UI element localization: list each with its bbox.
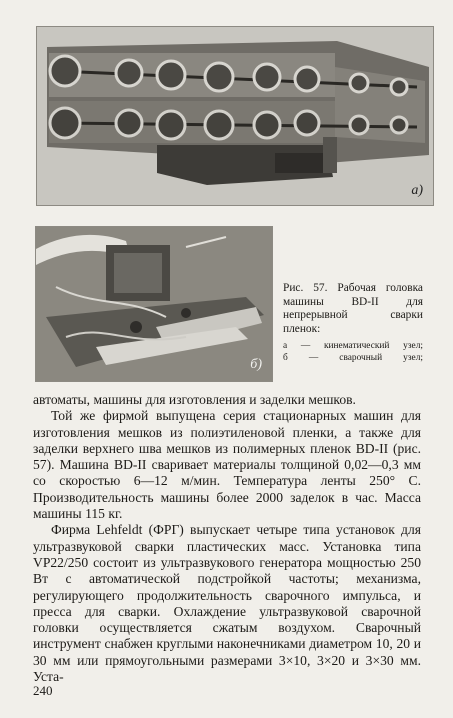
- body-text: [33, 392, 421, 685]
- legend-item-b: б — сварочный узел;: [283, 352, 423, 363]
- figure-photo-b: [35, 226, 273, 382]
- paragraph-1: автоматы, машины для изготовления и заделки мешков.: [33, 392, 356, 407]
- caption-text: Рис. 57. Рабочая головка машины BD-II для непрерывной сварки пленок:: [283, 282, 423, 335]
- figure-photo-a: [36, 26, 434, 206]
- paragraph-2: Той же фирмой выпущена серия стационарных машин для изготовления мешков из полиэтиленовой пленки, а также для заделки верхнего шва мешков из полимерных пленок BD-II (рис. 57). Машина BD-II сваривает материалы толщиной 0,02—0,3 мм со скоростью 6—12 м/мин. Температура ленты 250° С. Производительность машины более 2000 заделок в час. Масса машины 115 кг.: [33, 408, 421, 522]
- figure-caption: [283, 282, 423, 364]
- paragraph-3: Фирма Lehfeldt (ФРГ) выпускает четыре типа установок для ультразвуковой сварки пластических масс. Установка типа VP22/250 состоит из ультразвукового генератора мощностью 250 Вт с автоматической подстройкой частоты; механизма, регулирующего продолжительность сварочного импульса, и пресса для сварки. Охлаждение ультразвуковой сварочной головки осуществляется сжатым воздухом. Сварочный инструмент снабжен круглыми наконечниками диаметром 10, 20 и 30 мм или прямоугольными размерами 3×10, 3×20 и 3×30 мм. Уста-: [33, 522, 421, 685]
- figure-label-a: а): [411, 183, 423, 198]
- legend-item-a: а — кинематический узел;: [283, 341, 423, 352]
- welding-unit-photo: [36, 227, 272, 381]
- caption-legend: [283, 341, 423, 364]
- page-number: 240: [33, 683, 53, 698]
- kinematic-unit-photo: [37, 27, 433, 205]
- figure-label-b: б): [250, 357, 262, 372]
